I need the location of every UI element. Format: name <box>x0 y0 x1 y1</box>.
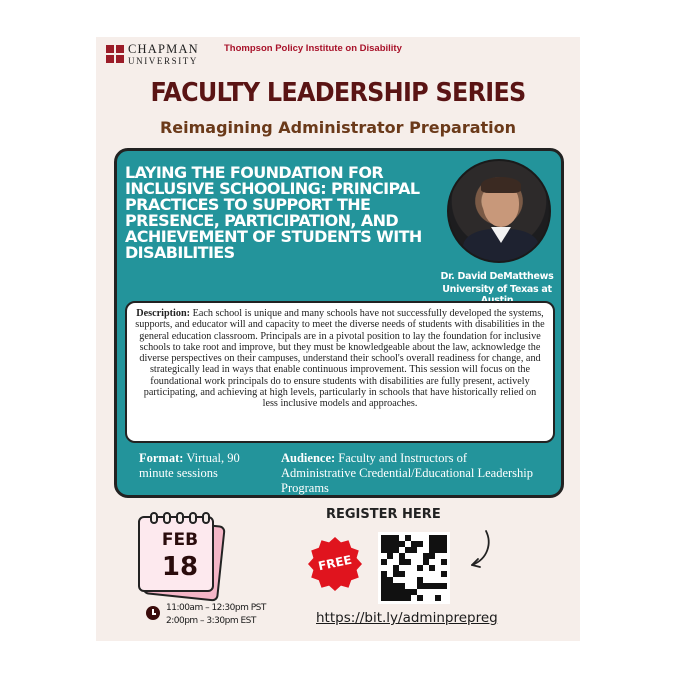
qr-code-pattern <box>381 535 447 601</box>
chapman-logo-icon <box>106 45 124 63</box>
time-est: 2:00pm – 3:30pm EST <box>166 616 256 626</box>
qr-code[interactable] <box>378 532 450 604</box>
calendar-icon <box>136 512 220 596</box>
free-badge-label: FREE <box>316 552 354 574</box>
calendar-rings <box>150 512 210 524</box>
session-title: LAYING THE FOUNDATION FOR INCLUSIVE SCHOOLING: PRINCIPAL PRACTICES TO SUPPORT THE PRESENCE, PARTICIPATION, AND ACHIEVEMENT OF STUDENTS WITH DISABILITIES <box>125 163 422 262</box>
series-title: FACULTY LEADERSHIP SERIES <box>150 78 526 108</box>
format-label: Format: <box>139 451 184 465</box>
clock-icon <box>146 606 160 620</box>
audience-value: Faculty and Instructors of Administrative Credential/Educational Leadership Programs <box>281 451 534 495</box>
university-name: CHAPMAN <box>128 42 199 56</box>
date-day: 18 <box>161 552 199 582</box>
speaker-affiliation: University of Texas at <box>442 284 552 295</box>
hair-shape <box>481 177 521 193</box>
format-info <box>139 451 269 481</box>
institute-name: Thompson Policy Institute on Disability <box>224 43 402 54</box>
description-box <box>125 301 555 443</box>
calendar-front-page <box>138 516 214 592</box>
description-text: Each school is unique and many schools have not successfully developed the systems, supports, and educator will and capacity to meet the diverse needs of students with disabilities in the general education classroom. Principals are in a pivotal position to lay the foundation for inclusive schools to take root and improve, but they must be knowledgeable about the law, acknowledge the diverse perspectives on their campuses, understand their school's overall readiness for change, and strategically lead in ways that enable continuous improvement. This session will focus on the foundational work principals do to ensure students with disabilities are fully present, actively participating, and achieving at high levels, particularly in schools that have historically relied on less inclusive models and approaches. <box>135 308 545 410</box>
speaker-photo <box>447 159 551 263</box>
audience-info <box>281 451 541 496</box>
audience-label: Audience: <box>281 451 336 465</box>
series-subtitle: Reimagining Administrator Preparation <box>159 118 517 137</box>
format-value: Virtual, 90 minute sessions <box>139 451 240 480</box>
university-sub: UNIVERSITY <box>128 56 198 66</box>
time-pst: 11:00am – 12:30pm PST <box>166 603 266 613</box>
date-month: FEB <box>161 530 199 550</box>
curved-arrow-icon <box>464 527 494 571</box>
description-label: Description: <box>136 308 191 319</box>
register-heading: REGISTER HERE <box>326 507 441 522</box>
session-panel <box>114 148 564 498</box>
speaker-name: Dr. David DeMatthews <box>440 271 554 282</box>
flyer <box>96 37 580 641</box>
register-link[interactable]: https://bit.ly/adminprepreg <box>316 610 498 626</box>
